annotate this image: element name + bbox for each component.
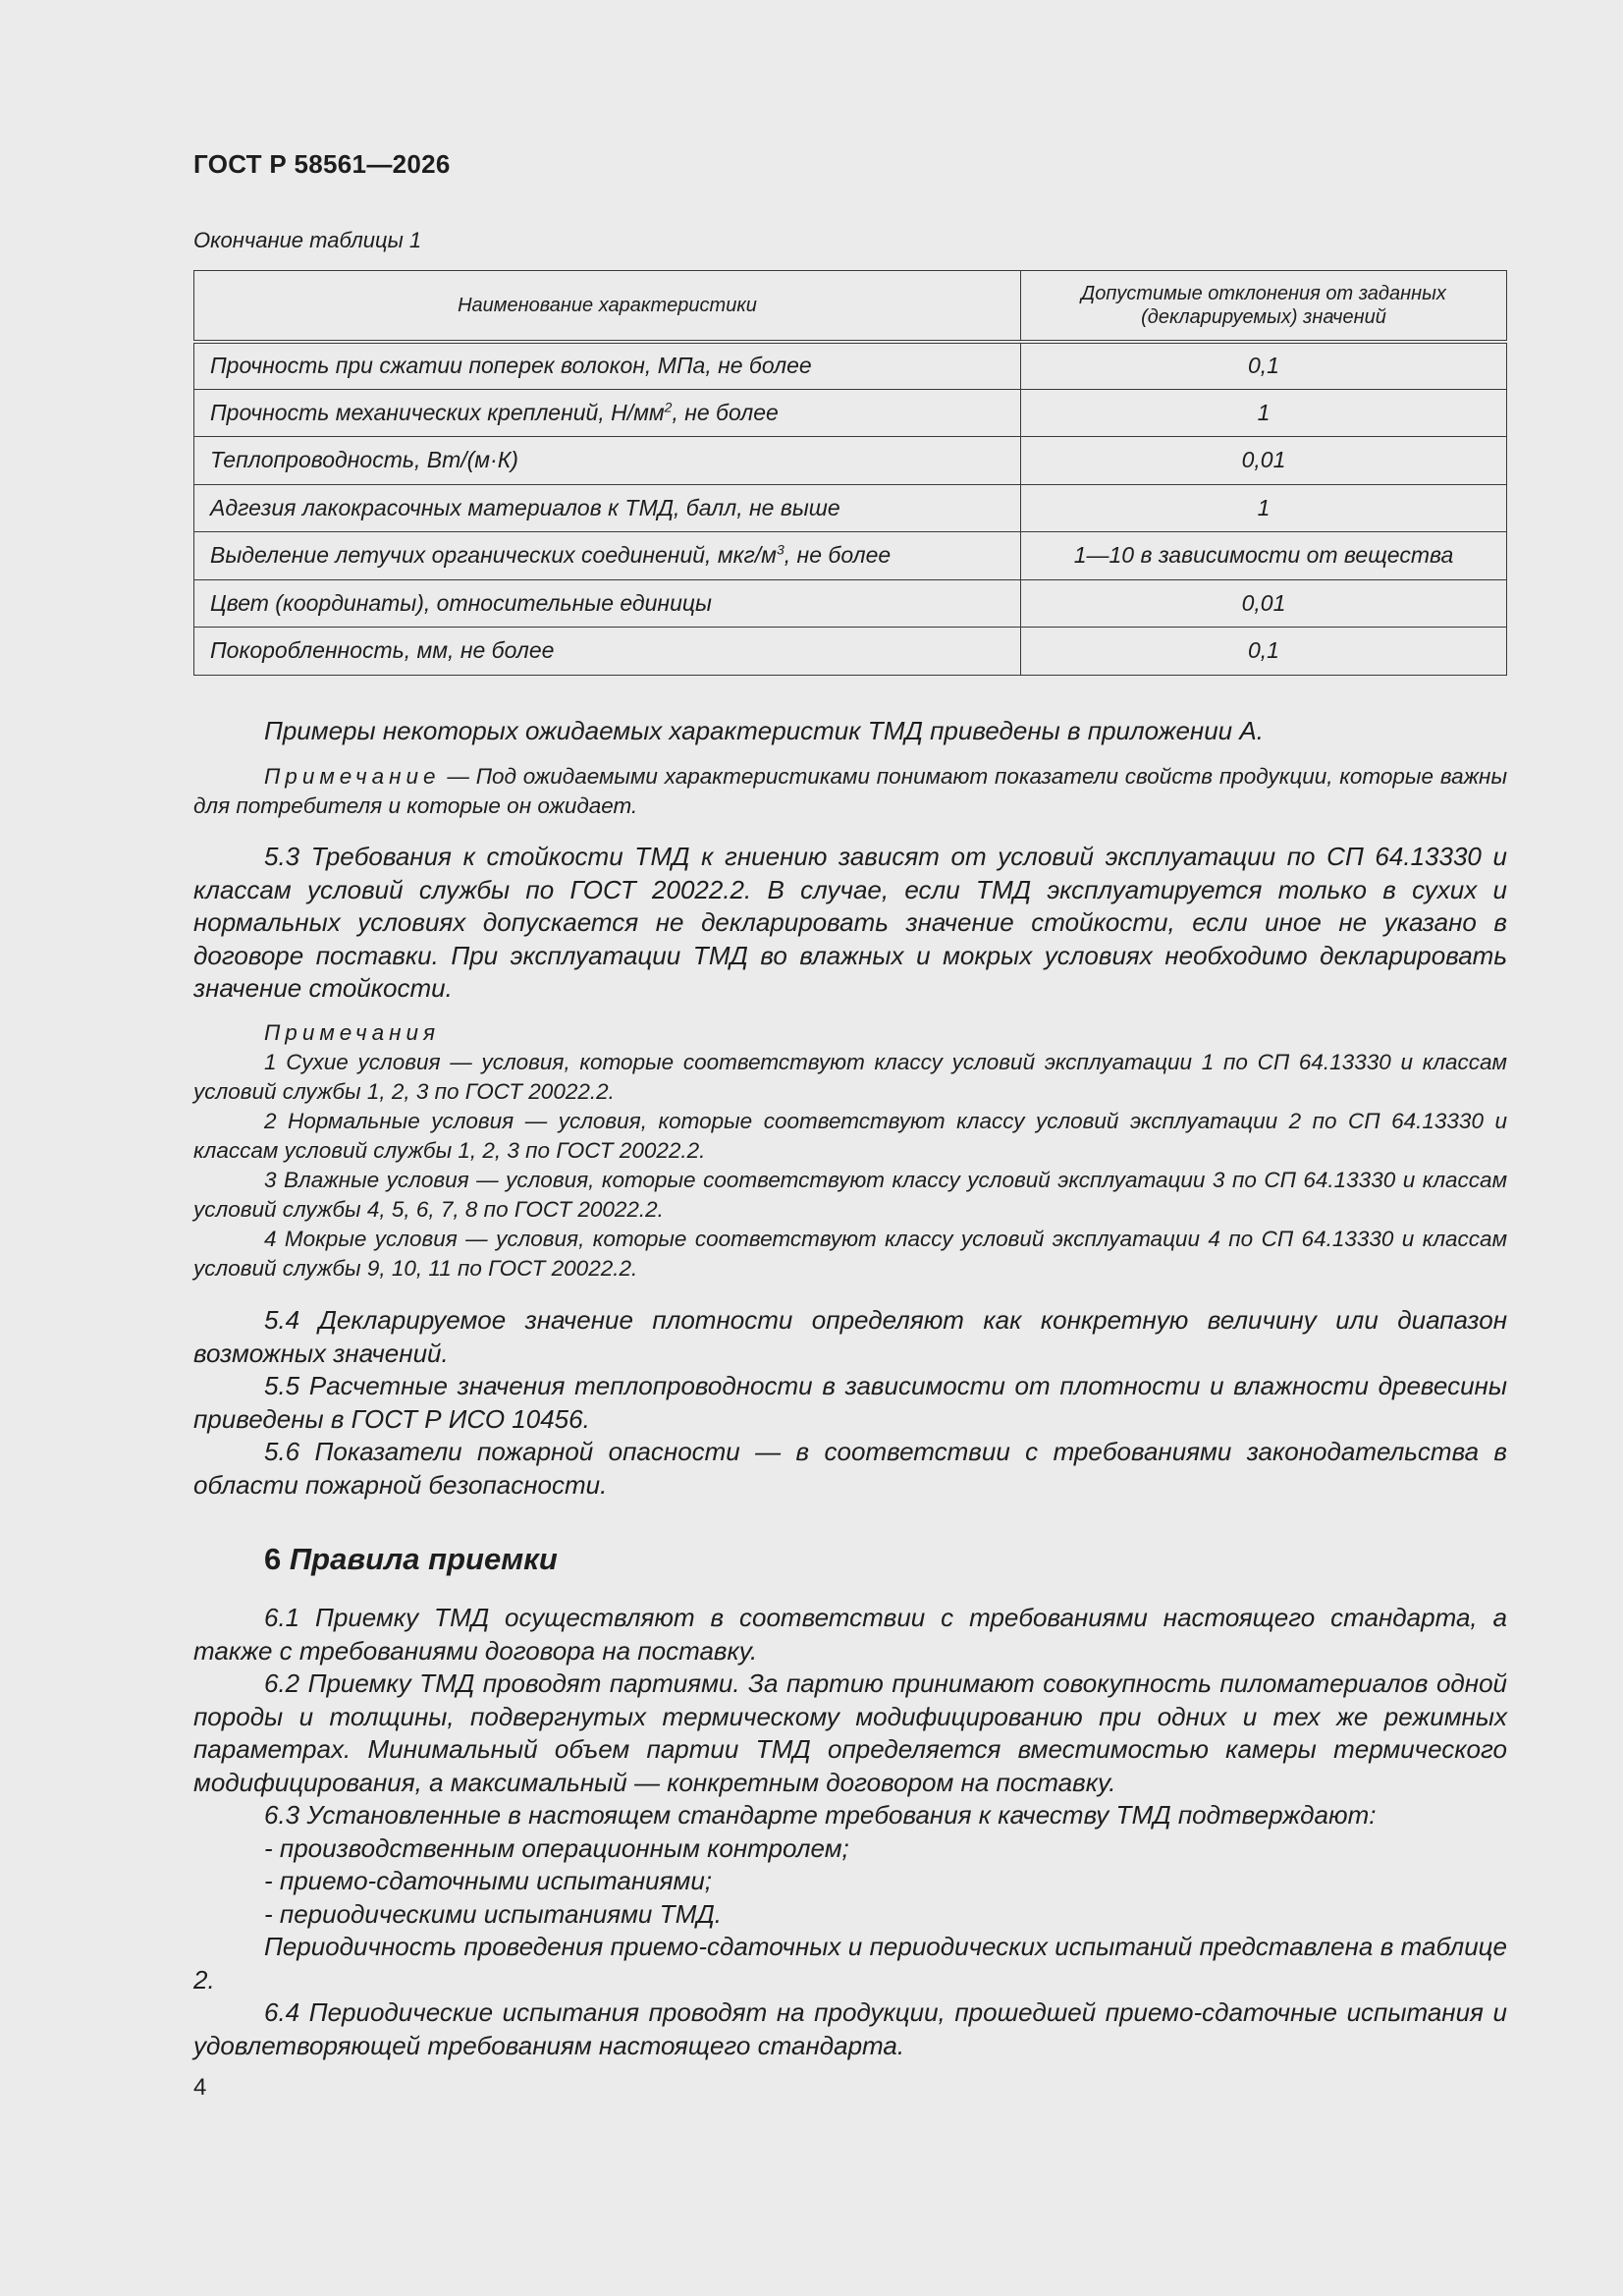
- row-characteristic-suffix: , не более: [672, 399, 779, 425]
- clause-6-3: 6.3 Установленные в настоящем стандарте требования к качеству ТМД подтверждают:: [264, 1800, 1377, 1830]
- examples-paragraph-block: [193, 715, 1507, 748]
- list-item: - периодическими испытаниями ТМД.: [264, 1898, 722, 1929]
- row-deviation-value: 1—10 в зависимости от вещества: [1021, 532, 1507, 580]
- clause-6-1: 6.1 Приемку ТМД осуществляют в соответствии с требованиями настоящего стандарта, а также с требованиями договора на поставку.: [193, 1603, 1507, 1666]
- notes-label-line: [193, 1018, 1507, 1048]
- row-characteristic-text: Покоробленность, мм, не более: [210, 637, 555, 664]
- row-characteristic-text: Цвет (координаты), относительные единицы: [210, 589, 712, 616]
- unit-superscript: 3: [776, 541, 784, 558]
- document-code-header: ГОСТ Р 58561—2026: [193, 149, 451, 179]
- note-item: 1 Сухие условия — условия, которые соответствуют классу условий эксплуатации 1 по СП 64.13330 и классам условий службы 1, 2, 3 по ГОСТ 20022.2.: [193, 1050, 1507, 1104]
- row-characteristic-text: Теплопроводность, Вт/(м·К): [210, 447, 518, 473]
- section-number: 6: [264, 1542, 282, 1576]
- page-number: 4: [193, 2074, 207, 2101]
- row-characteristic: [194, 342, 1021, 390]
- table-row: [194, 389, 1507, 437]
- row-characteristic-suffix: , не более: [784, 542, 892, 569]
- section-6-body: [193, 1602, 1507, 2062]
- table-row: [194, 532, 1507, 580]
- notes-label: Примечания: [264, 1020, 441, 1045]
- table-row: [194, 484, 1507, 532]
- note-paragraph: [193, 762, 1507, 821]
- note-item: 2 Нормальные условия — условия, которые соответствуют классу условий эксплуатации 2 по СП 64.13330 и классам условий службы 1, 2, 3 по ГОСТ 20022.2.: [193, 1109, 1507, 1163]
- column-header-deviation: [1021, 271, 1507, 342]
- table-row: [194, 628, 1507, 676]
- row-characteristic: [194, 389, 1021, 437]
- row-characteristic: [194, 579, 1021, 628]
- note-label: Примечание: [264, 764, 441, 789]
- note-block: [193, 762, 1507, 821]
- note-item: 3 Влажные условия — условия, которые соответствуют классу условий эксплуатации 3 по СП 64.13330 и классам условий службы 4, 5, 6, 7, 8 по ГОСТ 20022.2.: [193, 1168, 1507, 1222]
- row-deviation-value: 0,1: [1021, 342, 1507, 390]
- clause-6-2: 6.2 Приемку ТМД проводят партиями. За партию принимают совокупность пиломатериалов одной породы и толщины, подвергнутых термическому модифицированию при одних и тех же режимных параметрах. Минимальный объем партии ТМД определяется вместимостью камеры термического модифицирования, а максимальный — конкретным договором на поставку.: [193, 1668, 1507, 1797]
- table-caption: Окончание таблицы 1: [193, 228, 422, 252]
- row-characteristic: [194, 484, 1021, 532]
- clause-5-3: 5.3 Требования к стойкости ТМД к гниению зависят от условий эксплуатации по СП 64.13330 и классам условий службы по ГОСТ 20022.2. В случае, если ТМД эксплуатируется только в сухих и нормальных условиях допускается не декларировать значение стойкости, если иное не указано в договоре поставки. При эксплуатации ТМД во влажных и мокрых условиях необходимо декларировать значение стойкости.: [193, 842, 1507, 1003]
- table-row: [194, 342, 1507, 390]
- row-deviation-value: 0,1: [1021, 628, 1507, 676]
- row-characteristic: [194, 437, 1021, 485]
- table-row: [194, 579, 1507, 628]
- table-header-row: [194, 271, 1507, 342]
- row-characteristic: [194, 628, 1021, 676]
- examples-paragraph: Примеры некоторых ожидаемых характеристик ТМД приведены в приложении А.: [264, 716, 1264, 745]
- characteristics-table: [193, 270, 1507, 676]
- row-deviation-value: 0,01: [1021, 579, 1507, 628]
- clauses-5-4-to-5-6-block: [193, 1304, 1507, 1502]
- row-characteristic-text: Прочность при сжатии поперек волокон, МПа, не более: [210, 353, 812, 378]
- list-item: - производственным операционным контролем;: [264, 1832, 849, 1863]
- row-characteristic: [194, 532, 1021, 580]
- row-characteristic-text: Выделение летучих органических соединений, мкг/м: [210, 542, 777, 569]
- clause-5-6: 5.6 Показатели пожарной опасности — в соответствии с требованиями законодательства в области пожарной безопасности.: [193, 1437, 1507, 1500]
- list-item: - приемо-сдаточными испытаниями;: [264, 1866, 713, 1895]
- row-deviation-value: 1: [1021, 389, 1507, 437]
- table-row: [194, 437, 1507, 485]
- row-characteristic-text: Прочность механических креплений, Н/мм: [210, 399, 665, 425]
- note-item: 4 Мокрые условия — условия, которые соответствуют классу условий эксплуатации 4 по СП 64.13330 и классам условий службы 9, 10, 11 по ГОСТ 20022.2.: [193, 1227, 1507, 1281]
- row-characteristic-text: Адгезия лакокрасочных материалов к ТМД, балл, не выше: [210, 494, 840, 520]
- section-title-text: Правила приемки: [289, 1542, 558, 1576]
- clause-6-4: 6.4 Периодические испытания проводят на продукции, прошедшей приемо-сдаточные испытания и удовлетворяющей требованиям настоящего стандарта.: [193, 1997, 1507, 2060]
- unit-superscript: 2: [664, 399, 673, 415]
- notes-block: [193, 1018, 1507, 1284]
- clause-5-5: 5.5 Расчетные значения теплопроводности в зависимости от плотности и влажности древесины приведены в ГОСТ Р ИСО 10456.: [193, 1371, 1507, 1434]
- clause-5-3-block: [193, 841, 1507, 1006]
- column-header-name: Наименование характеристики: [194, 271, 1021, 342]
- row-deviation-value: 1: [1021, 484, 1507, 532]
- clause-5-4: 5.4 Декларируемое значение плотности определяют как конкретную величину или диапазон возможных значений.: [193, 1305, 1507, 1368]
- column-header-deviation-text: Допустимые отклонения от заданных (декларируемых) значений: [1081, 282, 1446, 328]
- note-body: — Под ожидаемыми характеристиками понимают показатели свойств продукции, которые важны для потребителя и которые он ожидает.: [193, 764, 1507, 818]
- periodicity-paragraph: Периодичность проведения приемо-сдаточных и периодических испытаний представлена в таблице 2.: [193, 1932, 1507, 1995]
- row-deviation-value: 0,01: [1021, 437, 1507, 485]
- section-6-heading: [264, 1542, 558, 1577]
